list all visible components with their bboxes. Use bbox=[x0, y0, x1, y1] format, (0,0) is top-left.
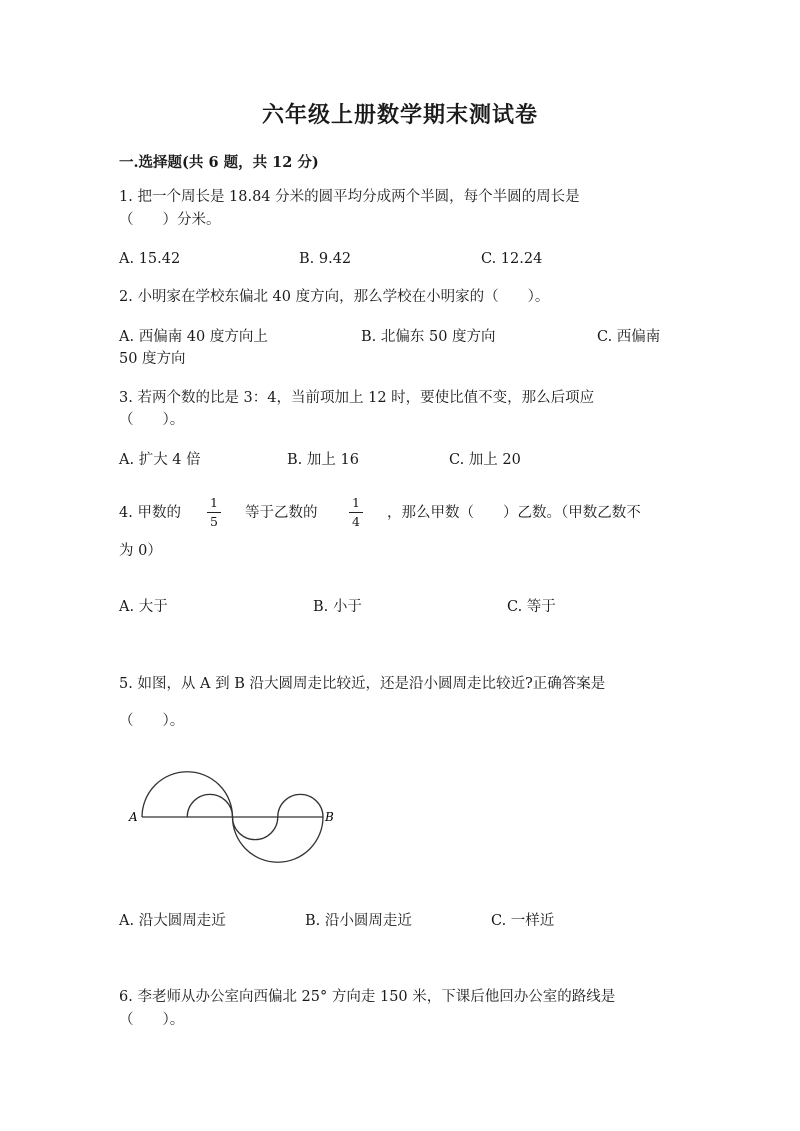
q4-stem-part2: 等于乙数的 bbox=[245, 505, 318, 521]
section-heading: 一.选择题(共 6 题，共 12 分) bbox=[119, 154, 319, 171]
q6-stem-line2: （ ）。 bbox=[119, 1012, 185, 1028]
small-semicircle-1 bbox=[187, 794, 232, 817]
q1-stem-line2: （ ）分米。 bbox=[119, 212, 221, 228]
point-a-label: A bbox=[129, 810, 138, 824]
q1-stem-line1: 1. 把一个周长是 18.84 分米的圆平均分成两个半圆，每个半圆的周长是 bbox=[119, 189, 580, 205]
q3-option-b: B. 加上 16 bbox=[287, 452, 359, 468]
q4-option-b: B. 小于 bbox=[313, 599, 362, 615]
q5-stem-line2: （ ）。 bbox=[119, 713, 185, 729]
q1-option-b: B. 9.42 bbox=[299, 251, 352, 267]
q6-stem-line1: 6. 李老师从办公室向西偏北 25° 方向走 150 米，下课后他回办公室的路线是 bbox=[119, 989, 616, 1005]
page-title: 六年级上册数学期末测试卷 bbox=[261, 102, 538, 128]
q4-stem-part3: ，那么甲数（ ）乙数。（甲数乙数不 bbox=[387, 505, 641, 521]
q4-stem-part1: 4. 甲数的 bbox=[119, 505, 181, 521]
fraction-numerator: 1 bbox=[352, 495, 360, 510]
q4-option-c: C. 等于 bbox=[507, 599, 556, 615]
q5-option-c: C. 一样近 bbox=[491, 913, 555, 929]
q2-option-b: B. 北偏东 50 度方向 bbox=[361, 329, 496, 345]
q3-option-c: C. 加上 20 bbox=[449, 452, 521, 468]
q3-stem-line2: （ ）。 bbox=[119, 412, 185, 428]
q3-option-a: A. 扩大 4 倍 bbox=[119, 452, 201, 468]
q4-fraction-2 bbox=[348, 496, 364, 529]
fraction-denominator: 4 bbox=[352, 514, 360, 529]
q4-fraction-1 bbox=[206, 496, 222, 529]
q4-stem-line2: 为 0） bbox=[119, 543, 162, 559]
fraction-bar bbox=[349, 512, 363, 513]
large-semicircle-top bbox=[142, 772, 233, 817]
q2-option-c-continued: 50 度方向 bbox=[119, 351, 186, 367]
q3-stem-line1: 3. 若两个数的比是 3：4，当前项加上 12 时，要使比值不变，那么后项应 bbox=[119, 390, 595, 406]
q1-option-c: C. 12.24 bbox=[481, 251, 543, 267]
large-semicircle-bottom bbox=[233, 817, 324, 862]
q4-option-a: A. 大于 bbox=[119, 599, 168, 615]
q2-stem: 2. 小明家在学校东偏北 40 度方向，那么学校在小明家的（ ）。 bbox=[119, 289, 550, 305]
q5-stem-line1: 5. 如图，从 A 到 B 沿大圆周走比较近，还是沿小圆周走比较近?正确答案是 bbox=[119, 676, 606, 692]
small-semicircle-3 bbox=[278, 794, 323, 817]
q5-option-b: B. 沿小圆周走近 bbox=[305, 913, 412, 929]
fraction-denominator: 5 bbox=[210, 514, 218, 529]
q2-option-c: C. 西偏南 bbox=[597, 329, 661, 345]
q5-option-a: A. 沿大圆周走近 bbox=[119, 913, 226, 929]
q2-option-a: A. 西偏南 40 度方向上 bbox=[119, 329, 268, 345]
small-semicircle-2 bbox=[233, 817, 278, 840]
fraction-numerator: 1 bbox=[210, 495, 218, 510]
fraction-bar bbox=[207, 512, 221, 513]
q1-option-a: A. 15.42 bbox=[119, 251, 181, 267]
point-b-label: B bbox=[325, 810, 334, 824]
q5-circles-figure bbox=[125, 765, 345, 865]
